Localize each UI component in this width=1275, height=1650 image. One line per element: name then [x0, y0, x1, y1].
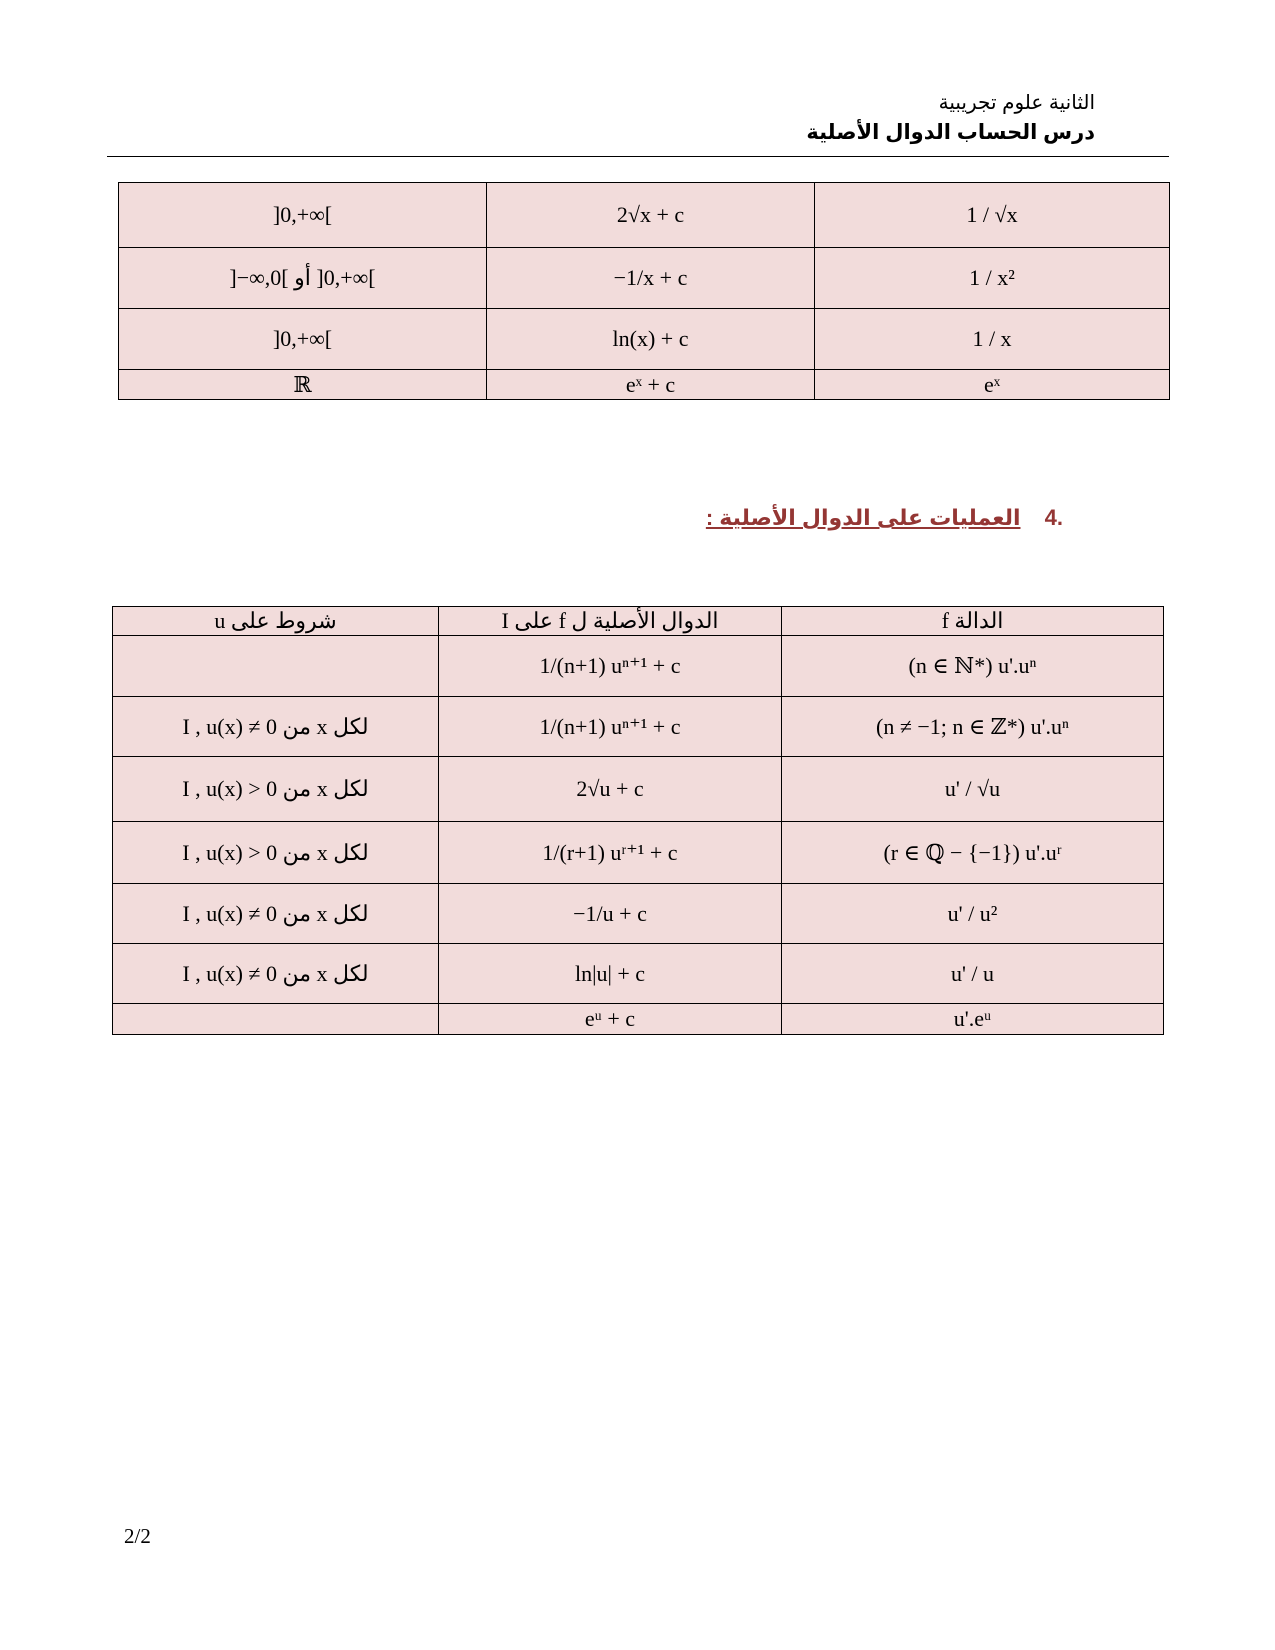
table-header-row: [113, 607, 1164, 636]
table-row: [119, 309, 1170, 370]
primitive-cell: 2√x + c: [487, 183, 815, 248]
primitive-cell: eᵘ + c: [439, 1004, 782, 1035]
interval-cell: ]−∞,0[ أو ]0,+∞[: [119, 248, 487, 309]
function-cell: u' / u: [782, 944, 1164, 1004]
header-conditions: شروط على u: [113, 607, 439, 636]
interval-cell: ℝ: [119, 370, 487, 400]
interval-cell: ]0,+∞[: [119, 309, 487, 370]
header-function: الدالة f: [782, 607, 1164, 636]
class-level: الثانية علوم تجريبية: [938, 92, 1095, 114]
function-cell: 1 / x: [815, 309, 1170, 370]
condition-cell: [113, 1004, 439, 1035]
function-cell: eˣ: [815, 370, 1170, 400]
page-header: [806, 88, 1095, 148]
function-cell: u' / u²: [782, 884, 1164, 944]
function-cell: 1 / x²: [815, 248, 1170, 309]
condition-cell: [113, 636, 439, 697]
table-row: [113, 757, 1164, 822]
primitive-cell: ln|u| + c: [439, 944, 782, 1004]
function-cell: (n ∈ ℕ*) u'.uⁿ: [782, 636, 1164, 697]
function-cell: u' / √u: [782, 757, 1164, 822]
condition-cell: لكل x من I , u(x) ≠ 0: [113, 697, 439, 757]
condition-cell: لكل x من I , u(x) > 0: [113, 822, 439, 884]
condition-cell: لكل x من I , u(x) ≠ 0: [113, 884, 439, 944]
section-title: العمليات على الدوال الأصلية :: [705, 505, 1021, 530]
lesson-title: درس الحساب الدوال الأصلية: [806, 121, 1095, 144]
section-heading: [706, 505, 1063, 531]
primitive-cell: eˣ + c: [487, 370, 815, 400]
table-row: [119, 248, 1170, 309]
table-row: [113, 697, 1164, 757]
function-cell: (r ∈ ℚ − {−1}) u'.uʳ: [782, 822, 1164, 884]
condition-cell: لكل x من I , u(x) > 0: [113, 757, 439, 822]
primitives-table: [118, 182, 1170, 400]
table-row: [113, 822, 1164, 884]
primitive-cell: 1/(r+1) uʳ⁺¹ + c: [439, 822, 782, 884]
primitive-cell: 1/(n+1) uⁿ⁺¹ + c: [439, 697, 782, 757]
primitive-cell: −1/u + c: [439, 884, 782, 944]
function-cell: (n ≠ −1; n ∈ ℤ*) u'.uⁿ: [782, 697, 1164, 757]
primitive-cell: −1/x + c: [487, 248, 815, 309]
primitive-cell: ln(x) + c: [487, 309, 815, 370]
condition-cell: لكل x من I , u(x) ≠ 0: [113, 944, 439, 1004]
primitive-cell: 1/(n+1) uⁿ⁺¹ + c: [439, 636, 782, 697]
table-row: [119, 183, 1170, 248]
header-divider: [107, 156, 1169, 157]
page-number: 2/2: [124, 1524, 151, 1548]
table-row: [113, 1004, 1164, 1035]
primitive-cell: 2√u + c: [439, 757, 782, 822]
table-row: [113, 944, 1164, 1004]
function-cell: 1 / √x: [815, 183, 1170, 248]
operations-table: [112, 606, 1164, 1035]
header-primitive: الدوال الأصلية ل f على I: [439, 607, 782, 636]
table-row: [113, 884, 1164, 944]
interval-cell: ]0,+∞[: [119, 183, 487, 248]
table-row: [119, 370, 1170, 400]
section-number: .4: [1044, 505, 1063, 530]
function-cell: u'.eᵘ: [782, 1004, 1164, 1035]
table-row: [113, 636, 1164, 697]
